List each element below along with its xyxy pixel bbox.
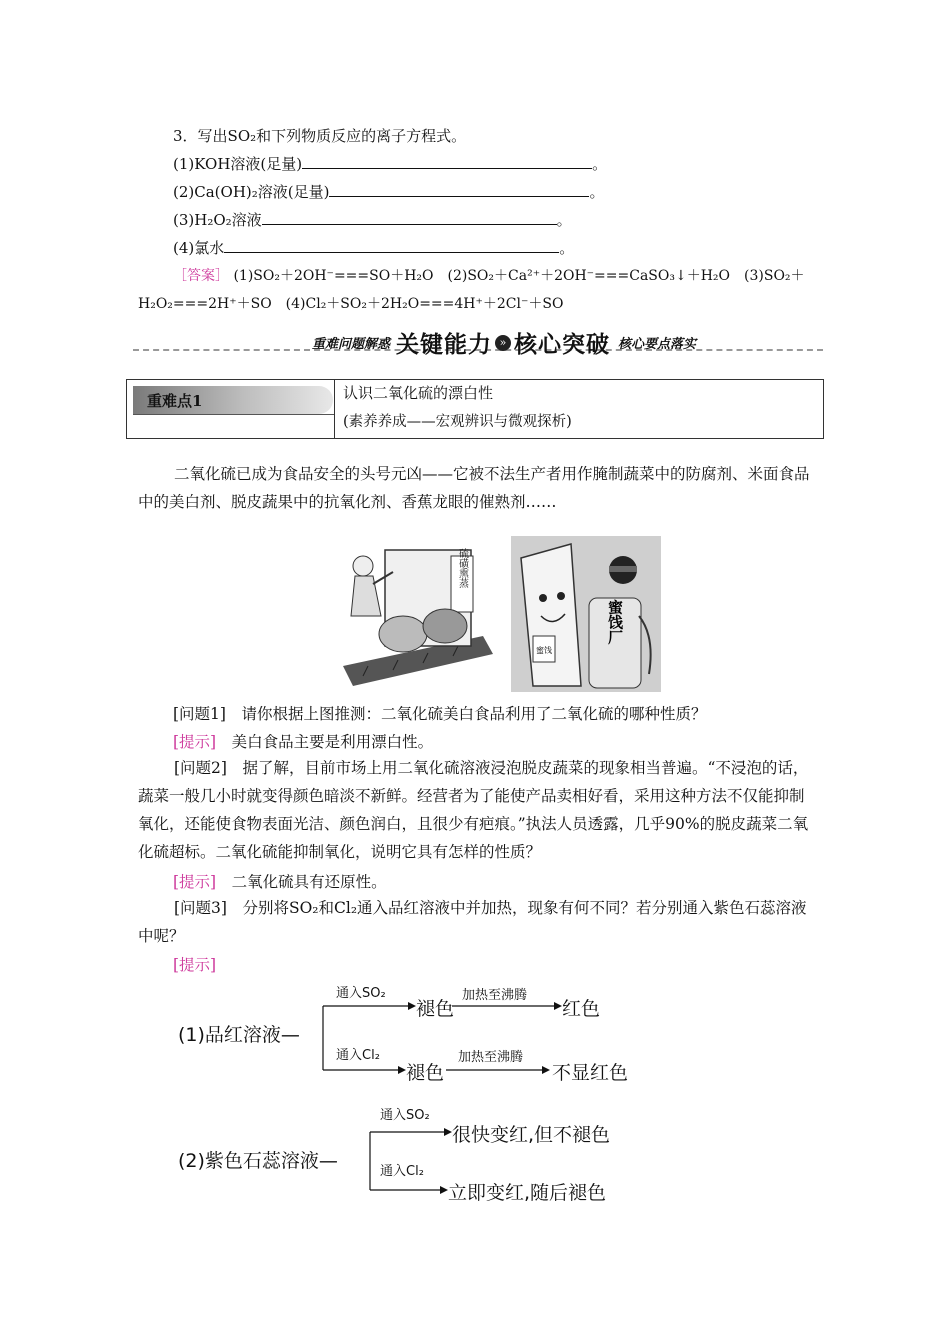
question-text: 请你根据上图推测：二氧化硫美白食品利用了二氧化硫的哪种性质？ xyxy=(241,705,707,723)
banner-main-1: 关键能力 xyxy=(396,332,493,358)
branch-result: 很快变红,但不褪色 xyxy=(452,1124,611,1146)
answer-blank[interactable] xyxy=(262,210,557,225)
key-point-tag xyxy=(133,386,333,414)
answer-text: (1)SO₂＋2OH⁻===SO＋H₂O (2)SO₂＋Ca²⁺＋2OH⁻===CaSO₃↓＋H₂O (3)SO₂＋ xyxy=(233,268,805,284)
key-point-mid-rule xyxy=(133,414,334,415)
fumigation-sign: 硫磺熏蒸 xyxy=(456,548,468,588)
answer-line-2: H₂O₂===2H⁺＋SO (4)Cl₂＋SO₂＋2H₂O===4H⁺＋2Cl⁻＋SO xyxy=(138,296,564,312)
fill-item-1 xyxy=(173,153,607,174)
answer-blank[interactable] xyxy=(224,238,559,253)
banner-right-text: 核心要点落实 xyxy=(618,337,697,352)
key-point-box xyxy=(126,379,824,439)
answer-blank[interactable] xyxy=(302,154,592,169)
hint-tag: [提示] xyxy=(173,873,217,891)
question-tag: [问题1] xyxy=(173,705,226,723)
hint-tag: [提示] xyxy=(173,733,217,751)
fill-item-label: (4)氯水 xyxy=(173,239,225,257)
hint-2 xyxy=(173,870,387,892)
fill-item-label: (2)Ca(OH)₂溶液(足量) xyxy=(173,183,330,201)
period: 。 xyxy=(559,239,575,257)
final-result: 不显红色 xyxy=(552,1062,629,1084)
hint-1 xyxy=(173,730,433,752)
diagram-root-label: (1)品红溶液— xyxy=(178,1024,300,1046)
question-3-title: 3．写出SO₂和下列物质反应的离子方程式。 xyxy=(173,127,467,145)
banner-main-2: 核心突破 xyxy=(514,332,611,358)
fill-item-2 xyxy=(173,181,604,202)
diagram-root-label: (2)紫色石蕊溶液— xyxy=(178,1150,338,1172)
hint-text: 二氧化硫具有还原性。 xyxy=(231,873,387,891)
banner-left-text: 重难问题解惑 xyxy=(312,337,391,352)
period: 。 xyxy=(589,183,605,201)
fill-item-label: (1)KOH溶液(足量) xyxy=(173,155,303,173)
answer-blank[interactable] xyxy=(329,182,589,197)
food-bag-right xyxy=(423,609,467,643)
heat-label: 加热至沸腾 xyxy=(458,1050,524,1065)
branch-label: 通入SO₂ xyxy=(380,1108,430,1123)
fill-item-label: (3)H₂O₂溶液 xyxy=(173,211,262,229)
hint-text: 美白食品主要是利用漂白性。 xyxy=(231,733,434,751)
section-banner xyxy=(312,326,696,359)
factory-sign: 蜜饯厂 xyxy=(606,599,624,645)
question-tag: [问题3] xyxy=(174,899,227,917)
key-point-separator xyxy=(334,380,335,438)
branch-result: 褪色 xyxy=(406,1062,445,1084)
answer-tag: ［答案］ xyxy=(173,268,229,284)
illustration-image xyxy=(333,536,663,692)
final-result: 红色 xyxy=(562,998,601,1020)
branch-label: 通入SO₂ xyxy=(336,986,386,1001)
question-text: 据了解，目前市场上用二氧化硫溶液浸泡脱皮蔬菜的现象相当普遍。“不浸泡的话，蔬菜一般几小时就变得颜色暗淡不新鲜。经营者为了能使产品卖相好看，采用这种方法不仅能抑制氧化，还能使食物表面光洁、颜色润白，且很少有疤痕。”执法人员透露，几乎90%的脱皮蔬菜二氧化硫超标。二氧化硫能抑制氧化，说明它具有怎样的性质？ xyxy=(138,759,809,861)
banner-arrow-icon: » xyxy=(495,335,511,351)
answer-line-1 xyxy=(173,265,805,285)
branch-result: 立即变红,随后褪色 xyxy=(448,1182,607,1204)
intro-text: 二氧化硫已成为食品安全的头号元凶——它被不法生产者用作腌制蔬菜中的防腐剂、米面食品中的美白剂、脱皮蔬果中的抗氧化剂、香蕉龙眼的催熟剂…… xyxy=(138,465,810,511)
snack-bag-label: 蜜饯 xyxy=(536,646,552,655)
question-3b xyxy=(138,894,818,950)
branch-label: 通入Cl₂ xyxy=(336,1048,380,1063)
hint-3-tag: [提示] xyxy=(173,956,217,974)
key-point-subtitle: (素养养成——宏观辨识与微观探析) xyxy=(343,414,572,430)
diagram-magenta xyxy=(170,978,650,1088)
food-bag-left xyxy=(379,616,427,652)
question-2 xyxy=(138,754,818,866)
question-tag: [问题2] xyxy=(174,759,227,777)
period: 。 xyxy=(592,155,608,173)
fill-item-4 xyxy=(173,237,574,258)
key-point-tag-label: 重难点1 xyxy=(147,392,203,410)
worker-head xyxy=(353,556,373,576)
heat-label: 加热至沸腾 xyxy=(462,988,528,1003)
branch-label: 通入Cl₂ xyxy=(380,1164,424,1179)
branch-result: 褪色 xyxy=(416,998,455,1020)
intro-paragraph xyxy=(138,460,818,516)
question-1 xyxy=(173,702,707,724)
diagram-litmus xyxy=(170,1098,650,1208)
fill-item-3 xyxy=(173,209,572,230)
question-text: 分别将SO₂和Cl₂通入品红溶液中并加热，现象有何不同？若分别通入紫色石蕊溶液中呢？ xyxy=(138,899,807,945)
period: 。 xyxy=(556,211,572,229)
key-point-title: 认识二氧化硫的漂白性 xyxy=(343,384,494,402)
